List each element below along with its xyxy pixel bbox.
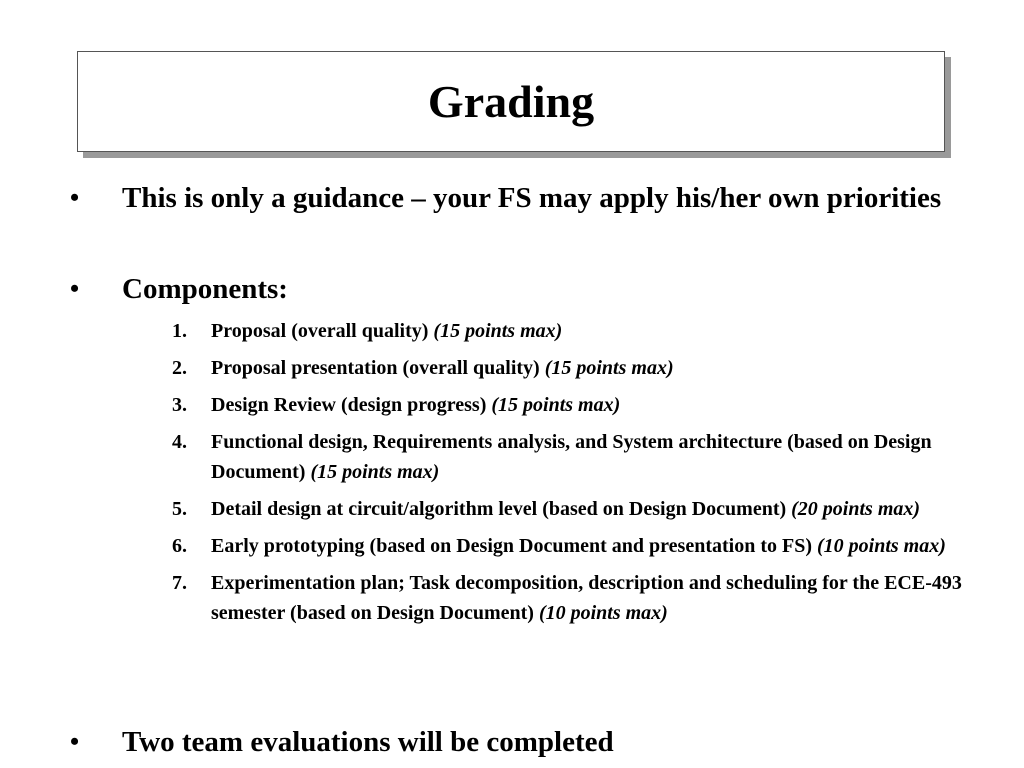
item-points: (15 points max)	[491, 394, 621, 416]
list-item	[0, 427, 1024, 487]
bullet-marker: •	[70, 727, 80, 756]
list-item	[0, 316, 1024, 346]
item-number: 4.	[172, 431, 187, 453]
item-text: Proposal presentation (overall quality)	[211, 357, 540, 379]
item-number: 5.	[172, 498, 187, 520]
list-item	[0, 353, 1024, 383]
bullet-text: This is only a guidance – your FS may apply his/her own priorities	[122, 182, 942, 214]
item-points: (15 points max)	[310, 461, 440, 483]
list-item	[0, 568, 1024, 628]
item-points: (10 points max)	[816, 535, 946, 557]
list-item	[0, 531, 1024, 561]
item-number: 2.	[172, 357, 187, 379]
item-text: Detail design at circuit/algorithm level (based on Design Document)	[211, 498, 787, 520]
item-text: Early prototyping (based on Design Document and presentation to FS)	[211, 535, 812, 557]
item-number: 7.	[172, 572, 187, 594]
item-points: (10 points max)	[538, 602, 668, 624]
item-text: Experimentation plan; Task decomposition, description and scheduling for the ECE-493 semester (based on Design Document)	[211, 572, 962, 624]
item-number: 6.	[172, 535, 187, 557]
list-item	[0, 494, 1024, 524]
bullet-text: Two team evaluations will be completed	[122, 726, 614, 758]
item-number: 1.	[172, 320, 187, 342]
item-text: Design Review (design progress)	[211, 394, 487, 416]
item-text: Functional design, Requirements analysis, and System architecture (based on Design Document)	[211, 431, 932, 483]
title-box	[77, 51, 945, 152]
components-list	[0, 316, 1024, 635]
bullet-marker: •	[70, 274, 80, 303]
bullet-marker: •	[70, 183, 80, 212]
item-points: (20 points max)	[791, 498, 921, 520]
list-item	[0, 390, 1024, 420]
item-points: (15 points max)	[433, 320, 563, 342]
item-number: 3.	[172, 394, 187, 416]
bullet-text: Components:	[122, 273, 288, 305]
item-text: Proposal (overall quality)	[211, 320, 429, 342]
slide-title: Grading	[427, 75, 595, 127]
item-points: (15 points max)	[544, 357, 674, 379]
